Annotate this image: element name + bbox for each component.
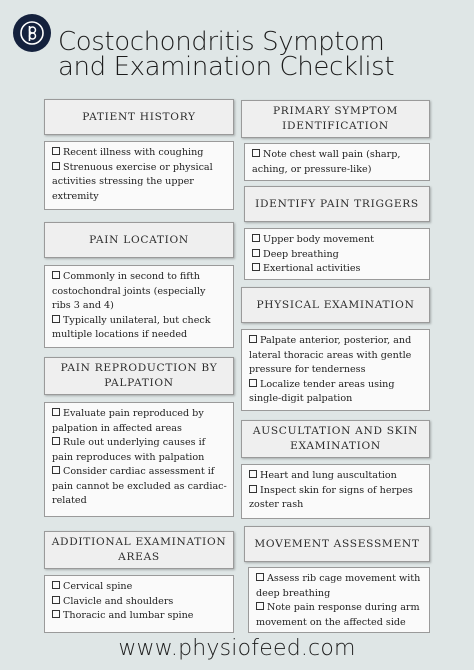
movement-checklist <box>248 567 430 633</box>
checklist-item[interactable]: Thoracic and lumbar spine <box>52 609 227 624</box>
patient-history-header <box>44 99 234 135</box>
title-line-1: Costochondritis Symptom <box>58 27 385 57</box>
physiofeed-logo-icon <box>13 14 51 52</box>
checklist-item[interactable]: Palpate anterior, posterior, and lateral thoracic areas with gentle pressure for tenderness <box>249 335 412 375</box>
checklist-item[interactable]: Localize tender areas using single-digit palpation <box>249 378 395 404</box>
header-line: ADDITIONAL EXAMINATION <box>51 536 227 548</box>
header-line: PATIENT HISTORY <box>82 110 196 123</box>
pain-reproduction-header <box>44 357 234 395</box>
pain-reproduction-checklist <box>44 402 234 517</box>
checklist-item[interactable]: Evaluate pain reproduced by palpation in affected areas <box>52 408 204 434</box>
header-line: PRIMARY SYMPTOM <box>272 105 399 117</box>
website-footer[interactable]: www.physiofeed.com <box>118 636 356 661</box>
primary-symptom-checklist <box>244 143 430 181</box>
header-line: PHYSICAL EXAMINATION <box>256 298 415 311</box>
checkbox-icon[interactable] <box>252 263 260 271</box>
pain-triggers-checklist <box>244 228 430 280</box>
checkbox-icon[interactable] <box>52 271 60 279</box>
auscultation-header <box>241 420 430 458</box>
auscultation-checklist <box>241 464 430 519</box>
pain-location-checklist <box>44 265 234 348</box>
header-line: MOVEMENT ASSESSMENT <box>254 537 420 550</box>
checkbox-icon[interactable] <box>249 379 257 387</box>
header-line: PALPATION <box>104 377 174 389</box>
checklist-item[interactable]: Note chest wall pain (sharp, aching, or pressure-like) <box>252 149 401 175</box>
checklist-item[interactable]: Clavicle and shoulders <box>52 595 227 610</box>
movement-header <box>244 526 430 562</box>
pain-triggers-header <box>244 186 430 222</box>
checkbox-icon[interactable] <box>52 408 60 416</box>
page-title <box>58 27 395 82</box>
checkbox-icon[interactable] <box>52 437 60 445</box>
checklist-item[interactable]: Typically unilateral, but check multiple locations if needed <box>52 314 211 340</box>
additional-exam-checklist <box>44 575 234 633</box>
checklist-item[interactable]: Heart and lung auscultation <box>249 469 423 484</box>
header-line: IDENTIFY PAIN TRIGGERS <box>255 197 419 210</box>
checkbox-icon[interactable] <box>252 234 260 242</box>
header-line: AUSCULTATION AND SKIN <box>252 425 419 437</box>
checklist-item[interactable]: Exertional activities <box>252 262 423 277</box>
checkbox-icon[interactable] <box>52 466 60 474</box>
primary-symptom-header <box>241 100 430 138</box>
checklist-item[interactable]: Commonly in second to fifth costochondral joints (especially ribs 3 and 4) <box>52 271 206 311</box>
checkbox-icon[interactable] <box>52 315 60 323</box>
physical-exam-checklist <box>241 329 430 411</box>
checklist-item[interactable]: Strenuous exercise or physical activities stressing the upper extremity <box>52 161 213 202</box>
checkbox-icon[interactable] <box>52 596 60 604</box>
checkbox-icon[interactable] <box>249 485 257 493</box>
patient-history-checklist <box>44 141 234 210</box>
checkbox-icon[interactable] <box>256 602 264 610</box>
checklist-item[interactable]: Cervical spine <box>52 580 227 595</box>
header-line: AREAS <box>118 551 160 563</box>
checklist-item[interactable]: Inspect skin for signs of herpes zoster rash <box>249 484 413 510</box>
checklist-item[interactable]: Recent illness with coughing <box>52 146 227 161</box>
checkbox-icon[interactable] <box>256 573 264 581</box>
checklist-item[interactable]: Upper body movement <box>252 233 423 248</box>
physical-exam-header <box>241 287 430 323</box>
header-line: PAIN REPRODUCTION BY <box>60 362 218 374</box>
checkbox-icon[interactable] <box>52 162 60 170</box>
checkbox-icon[interactable] <box>52 581 60 589</box>
checklist-item[interactable]: Assess rib cage movement with deep breathing <box>256 573 421 599</box>
checklist-item[interactable]: Consider cardiac assessment if pain cannot be excluded as cardiac-related <box>52 466 227 506</box>
checkbox-icon[interactable] <box>249 470 257 478</box>
header-line: IDENTIFICATION <box>282 120 389 132</box>
checkbox-icon[interactable] <box>52 147 60 155</box>
additional-exam-header <box>44 531 234 569</box>
checkbox-icon[interactable] <box>252 149 260 157</box>
checklist-item[interactable]: Note pain response during arm movement on the affected side <box>256 602 420 628</box>
checklist-item[interactable]: Deep breathing <box>252 248 423 263</box>
checkbox-icon[interactable] <box>252 249 260 257</box>
checklist-item[interactable]: Rule out underlying causes if pain reproduces with palpation <box>52 437 206 463</box>
header-line: PAIN LOCATION <box>89 233 189 246</box>
checkbox-icon[interactable] <box>52 610 60 618</box>
title-line-2: and Examination Checklist <box>58 52 395 82</box>
pain-location-header <box>44 222 234 258</box>
header-line: EXAMINATION <box>290 440 381 452</box>
checkbox-icon[interactable] <box>249 335 257 343</box>
